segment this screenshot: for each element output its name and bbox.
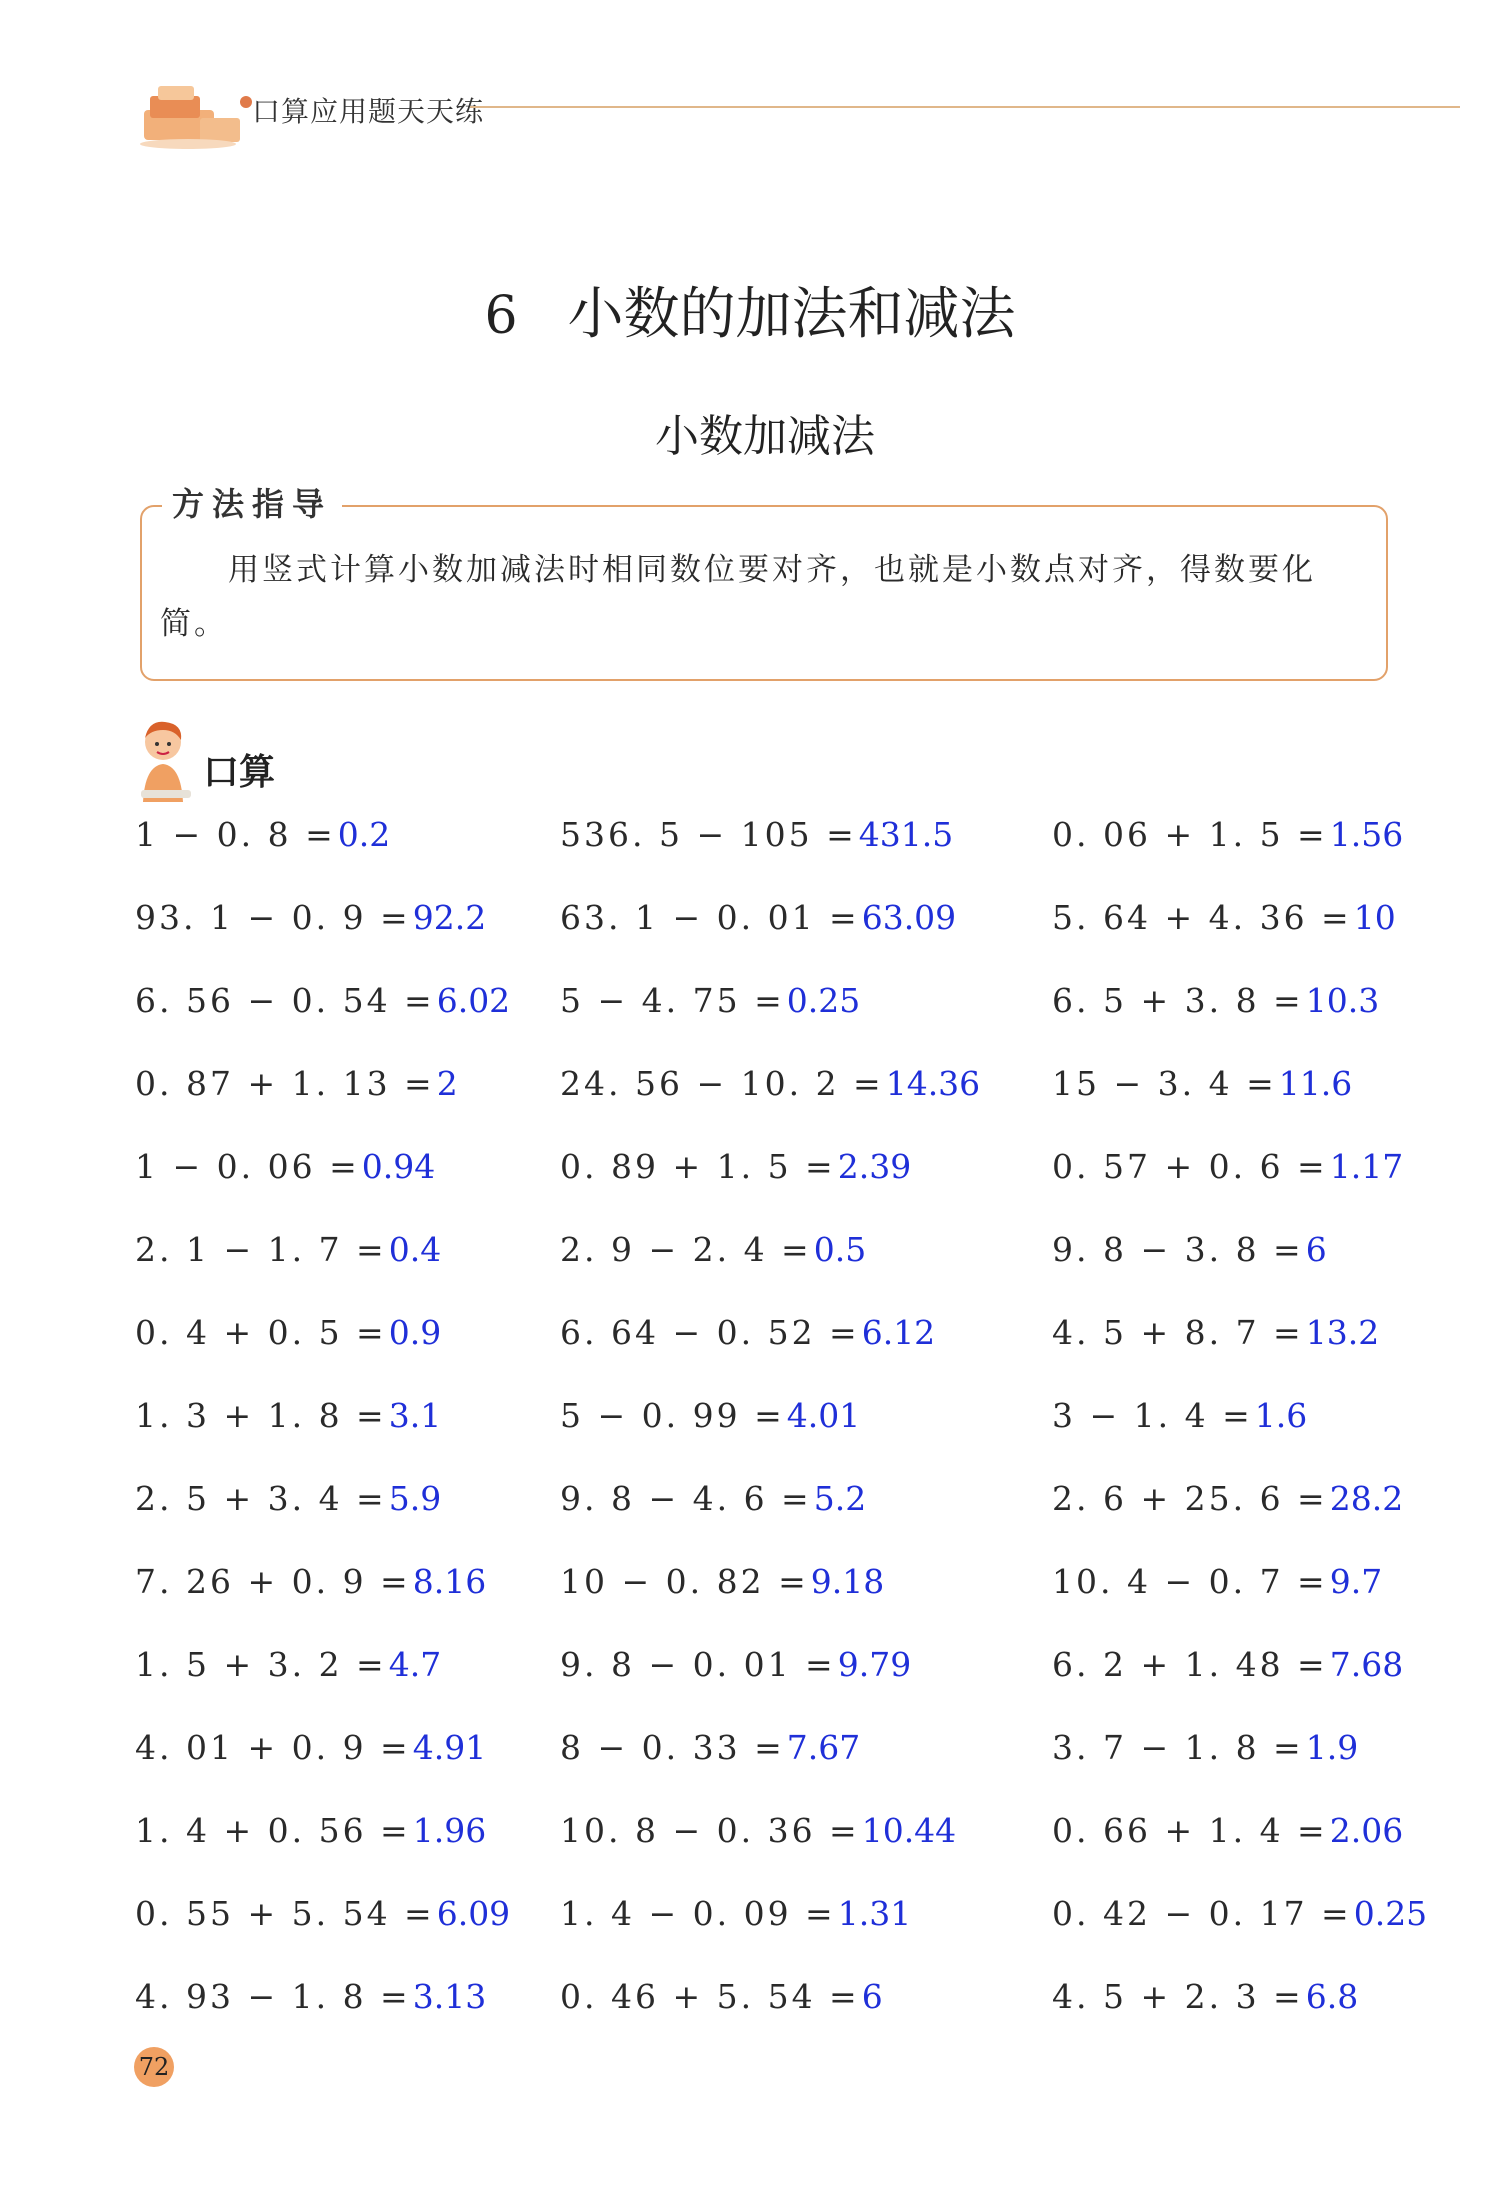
problem-item [135, 1147, 435, 1186]
answer-text: 14.36 [885, 1064, 981, 1103]
problem-expression: 10. 8 − 0. 36 = [560, 1811, 860, 1850]
problem-expression: 9. 8 − 0. 01 = [560, 1645, 836, 1684]
page-number: 72 [134, 2047, 174, 2087]
problem-expression: 8 − 0. 33 = [560, 1728, 785, 1767]
problem-expression: 536. 5 − 105 = [560, 815, 857, 854]
problem-item [1052, 1728, 1358, 1767]
problem-expression: 0. 55 + 5. 54 = [135, 1894, 435, 1933]
problem-expression: 1. 4 − 0. 09 = [560, 1894, 836, 1933]
answer-text: 11.6 [1278, 1064, 1353, 1103]
problem-expression: 6. 56 − 0. 54 = [135, 981, 435, 1020]
chapter-name: 小数的加法和减法 [567, 282, 1016, 347]
problem-expression: 3. 7 − 1. 8 = [1052, 1728, 1304, 1767]
answer-text: 0.5 [813, 1230, 867, 1269]
problem-item [135, 1645, 441, 1684]
problem-expression: 5. 64 + 4. 36 = [1052, 898, 1352, 937]
problem-item [135, 1313, 441, 1352]
problem-item [560, 815, 953, 854]
problem-expression: 10 − 0. 82 = [560, 1562, 809, 1601]
answer-text: 0.25 [1353, 1894, 1428, 1933]
problem-item [1052, 1479, 1403, 1518]
answer-text: 2.39 [837, 1147, 912, 1186]
answer-text: 28.2 [1329, 1479, 1404, 1518]
answer-text: 4.91 [412, 1728, 487, 1767]
problem-item [1052, 1313, 1379, 1352]
section-title: 小数加减法 [655, 411, 875, 462]
problem-item [560, 1894, 911, 1933]
method-guide-label: 方法指导 [162, 479, 342, 525]
problem-expression: 6. 64 − 0. 52 = [560, 1313, 860, 1352]
answer-text: 9.18 [810, 1562, 885, 1601]
problem-expression: 2. 9 − 2. 4 = [560, 1230, 812, 1269]
problem-item [1052, 981, 1379, 1020]
problem-expression: 2. 5 + 3. 4 = [135, 1479, 387, 1518]
problem-expression: 9. 8 − 4. 6 = [560, 1479, 812, 1518]
problem-expression: 1. 3 + 1. 8 = [135, 1396, 387, 1435]
problem-expression: 63. 1 − 0. 01 = [560, 898, 860, 937]
problem-expression: 4. 5 + 2. 3 = [1052, 1977, 1304, 2016]
answer-text: 63.09 [861, 898, 957, 937]
problem-expression: 4. 01 + 0. 9 = [135, 1728, 411, 1767]
problem-expression: 0. 57 + 0. 6 = [1052, 1147, 1328, 1186]
problem-item [560, 1562, 884, 1601]
problem-item [1052, 1230, 1327, 1269]
answer-text: 431.5 [858, 815, 954, 854]
answer-text: 2.06 [1329, 1811, 1404, 1850]
problem-item [135, 1728, 486, 1767]
problem-item [135, 1811, 486, 1850]
method-guide-box [140, 485, 1388, 681]
answer-text: 1.31 [837, 1894, 912, 1933]
answer-text: 4.7 [388, 1645, 442, 1684]
problem-expression: 6. 2 + 1. 48 = [1052, 1645, 1328, 1684]
problem-expression: 7. 26 + 0. 9 = [135, 1562, 411, 1601]
problem-expression: 0. 89 + 1. 5 = [560, 1147, 836, 1186]
problem-expression: 0. 4 + 0. 5 = [135, 1313, 387, 1352]
answer-text: 10.3 [1305, 981, 1380, 1020]
answer-text: 3.13 [412, 1977, 487, 2016]
problem-item [560, 1728, 860, 1767]
problem-item [560, 1977, 883, 2016]
answer-text: 1.17 [1329, 1147, 1404, 1186]
problem-item [135, 1230, 441, 1269]
answer-text: 3.1 [388, 1396, 442, 1435]
problem-item [135, 815, 390, 854]
answer-text: 1.56 [1329, 815, 1404, 854]
problem-item [560, 1313, 935, 1352]
problem-item [1052, 1396, 1307, 1435]
answer-text: 5.9 [388, 1479, 442, 1518]
problem-item [1052, 1562, 1382, 1601]
problem-item [560, 1811, 956, 1850]
problem-expression: 6. 5 + 3. 8 = [1052, 981, 1304, 1020]
page-header [130, 72, 1460, 152]
problem-expression: 0. 42 − 0. 17 = [1052, 1894, 1352, 1933]
answer-text: 9.79 [837, 1645, 912, 1684]
answer-text: 4.01 [786, 1396, 861, 1435]
problem-expression: 5 − 0. 99 = [560, 1396, 785, 1435]
answer-text: 6 [861, 1977, 883, 2016]
problem-expression: 3 − 1. 4 = [1052, 1396, 1253, 1435]
series-title: 口算应用题天天练 [252, 95, 485, 128]
problem-item [135, 1977, 486, 2016]
problem-expression: 2. 6 + 25. 6 = [1052, 1479, 1328, 1518]
problem-expression: 4. 93 − 1. 8 = [135, 1977, 411, 2016]
answer-text: 92.2 [412, 898, 487, 937]
answer-text: 9.7 [1329, 1562, 1383, 1601]
answer-text: 6.02 [436, 981, 511, 1020]
problem-item [560, 1479, 866, 1518]
problem-expression: 5 − 4. 75 = [560, 981, 785, 1020]
problem-item [135, 981, 510, 1020]
problem-item [560, 1230, 866, 1269]
answer-text: 1.9 [1305, 1728, 1359, 1767]
chapter-title [0, 270, 1500, 350]
answer-text: 1.96 [412, 1811, 487, 1850]
problem-item [135, 1894, 510, 1933]
answer-text: 6 [1305, 1230, 1327, 1269]
problem-item [1052, 898, 1396, 937]
problem-item [1052, 1894, 1427, 1933]
problem-expression: 0. 46 + 5. 54 = [560, 1977, 860, 2016]
answer-text: 6.12 [861, 1313, 936, 1352]
books-logo-icon [138, 80, 268, 150]
header-divider [470, 106, 1460, 108]
problem-item [135, 898, 486, 937]
problem-expression: 93. 1 − 0. 9 = [135, 898, 411, 937]
problem-item [1052, 1147, 1403, 1186]
problem-item [560, 898, 956, 937]
problem-expression: 2. 1 − 1. 7 = [135, 1230, 387, 1269]
answer-text: 2 [436, 1064, 458, 1103]
problem-expression: 1. 4 + 0. 56 = [135, 1811, 411, 1850]
problem-item [1052, 1977, 1358, 2016]
problem-item [560, 1064, 980, 1103]
answer-text: 7.67 [786, 1728, 861, 1767]
answer-text: 0.25 [786, 981, 861, 1020]
answer-text: 13.2 [1305, 1313, 1380, 1352]
exercise-heading [135, 718, 335, 808]
answer-text: 0.94 [361, 1147, 436, 1186]
answer-text: 10 [1353, 898, 1396, 937]
problem-expression: 9. 8 − 3. 8 = [1052, 1230, 1304, 1269]
problem-expression: 0. 06 + 1. 5 = [1052, 815, 1328, 854]
problem-item [1052, 815, 1403, 854]
problem-expression: 1. 5 + 3. 2 = [135, 1645, 387, 1684]
answer-text: 7.68 [1329, 1645, 1404, 1684]
problem-item [560, 1396, 860, 1435]
method-guide-text: 用竖式计算小数加减法时相同数位要对齐，也就是小数点对齐，得数要化简。 [160, 552, 1316, 642]
answer-text: 0.4 [388, 1230, 442, 1269]
problem-expression: 4. 5 + 8. 7 = [1052, 1313, 1304, 1352]
answer-text: 0.9 [388, 1313, 442, 1352]
student-icon [135, 718, 195, 802]
answer-text: 0.2 [337, 815, 391, 854]
answer-text: 8.16 [412, 1562, 487, 1601]
problem-item [1052, 1645, 1403, 1684]
exercise-label: 口算 [203, 752, 276, 793]
answer-text: 1.6 [1254, 1396, 1308, 1435]
chapter-number: 6 [484, 286, 518, 346]
problem-item [560, 981, 860, 1020]
problem-item [135, 1396, 441, 1435]
problem-expression: 15 − 3. 4 = [1052, 1064, 1277, 1103]
problem-item [1052, 1064, 1352, 1103]
problem-item [135, 1562, 486, 1601]
problem-expression: 10. 4 − 0. 7 = [1052, 1562, 1328, 1601]
problem-item [1052, 1811, 1403, 1850]
problem-expression: 0. 66 + 1. 4 = [1052, 1811, 1328, 1850]
answer-text: 6.8 [1305, 1977, 1359, 2016]
answer-text: 5.2 [813, 1479, 867, 1518]
answer-text: 10.44 [861, 1811, 957, 1850]
problem-item [560, 1645, 911, 1684]
problem-expression: 1 − 0. 8 = [135, 815, 336, 854]
problem-expression: 1 − 0. 06 = [135, 1147, 360, 1186]
problem-item [135, 1479, 441, 1518]
problem-item [135, 1064, 458, 1103]
problem-item [560, 1147, 911, 1186]
answer-text: 6.09 [436, 1894, 511, 1933]
problem-expression: 0. 87 + 1. 13 = [135, 1064, 435, 1103]
problem-expression: 24. 56 − 10. 2 = [560, 1064, 884, 1103]
